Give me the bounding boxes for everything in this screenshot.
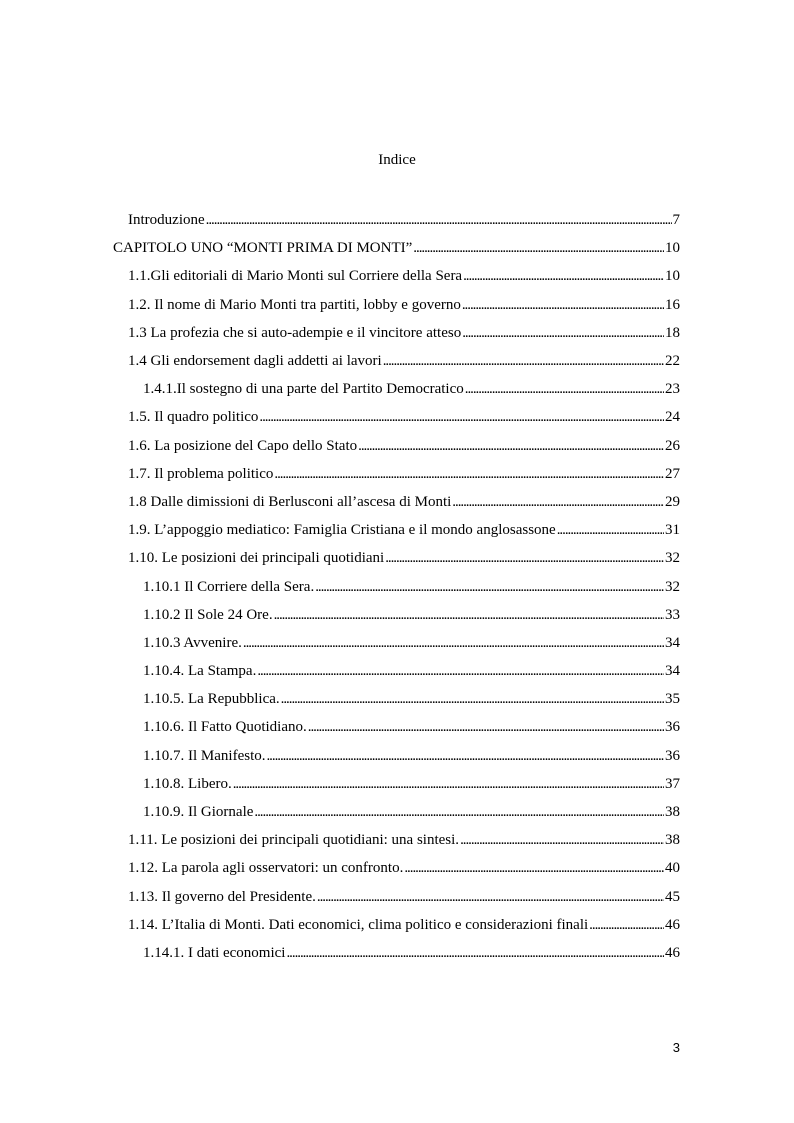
toc-entry-label: 1.14. L’Italia di Monti. Dati economici, clima politico e considerazioni finali [128,916,589,933]
toc-entry[interactable] [0,770,794,798]
toc-entry-label: 1.7. Il problema politico [128,465,274,482]
toc-entry-page: 29 [665,493,680,510]
toc-entry-label: 1.10.6. Il Fatto Quotidiano. [143,719,307,736]
toc-entry-label: Introduzione [128,212,205,229]
toc-dot-leader [317,887,664,907]
toc-entry-page: 10 [665,268,680,285]
toc-entry[interactable] [0,742,794,770]
toc-entry[interactable] [0,544,794,572]
toc-entry[interactable] [0,798,794,826]
toc-entry[interactable] [0,234,794,262]
toc-entry-page: 33 [665,606,680,623]
toc-entry[interactable] [0,939,794,967]
toc-entry-label: 1.4.1.Il sostegno di una parte del Partito Democratico [143,381,464,398]
toc-entry-label: 1.10. Le posizioni dei principali quotidiani [128,550,385,567]
toc-entry-page: 40 [665,860,680,877]
toc-entry-page: 7 [672,212,680,229]
toc-dot-leader [413,238,664,258]
toc-entry-page: 31 [665,522,680,539]
toc-entry[interactable] [0,685,794,713]
toc-entry-page: 22 [665,353,680,370]
toc-entry[interactable] [0,826,794,854]
toc-entry-page: 24 [665,409,680,426]
toc-entry-page: 27 [665,465,680,482]
toc-entry[interactable] [0,572,794,600]
toc-entry-label: 1.2. Il nome di Mario Monti tra partiti, lobby e governo [128,296,461,313]
toc-entry-label: 1.10.4. La Stampa. [143,663,257,680]
toc-entry[interactable] [0,713,794,741]
toc-entry-label: 1.10.3 Avvenire. [143,634,242,651]
toc-entry-page: 34 [665,663,680,680]
toc-entry[interactable] [0,375,794,403]
page-title: Indice [378,152,416,168]
toc-entry-label: 1.10.7. Il Manifesto. [143,747,266,764]
toc-entry-page: 26 [665,437,680,454]
toc-dot-leader [383,351,664,371]
toc-entry-label: CAPITOLO UNO “MONTI PRIMA DI MONTI” [113,240,413,257]
toc-dot-leader [233,774,664,794]
toc-dot-leader [308,717,664,737]
toc-entry[interactable] [0,262,794,290]
toc-entry-label: 1.10.5. La Repubblica. [143,691,280,708]
toc-dot-leader [206,210,672,230]
toc-entry[interactable] [0,601,794,629]
toc-entry-label: 1.12. La parola agli osservatori: un confronto. [128,860,404,877]
toc-dot-leader [281,689,664,709]
toc-dot-leader [286,943,664,963]
toc-entry-page: 38 [665,832,680,849]
toc-entry-label: 1.11. Le posizioni dei principali quotidiani: una sintesi. [128,832,460,849]
toc-entry-label: 1.4 Gli endorsement dagli addetti ai lavori [128,353,382,370]
toc-entry[interactable] [0,911,794,939]
toc-dot-leader [404,858,664,878]
toc-entry[interactable] [0,460,794,488]
toc-dot-leader [274,464,664,484]
toc-entry[interactable] [0,319,794,347]
toc-entry-page: 35 [665,691,680,708]
toc-dot-leader [465,379,664,399]
toc-entry-page: 18 [665,324,680,341]
toc-entry-page: 36 [665,747,680,764]
toc-entry-label: 1.8 Dalle dimissioni di Berlusconi all’ascesa di Monti [128,493,452,510]
toc-dot-leader [460,830,664,850]
toc-dot-leader [358,436,664,456]
toc-entry[interactable] [0,629,794,657]
toc-dot-leader [462,295,664,315]
toc-entry-page: 36 [665,719,680,736]
toc-dot-leader [274,605,664,625]
toc-entry-page: 46 [665,944,680,961]
toc-entry[interactable] [0,347,794,375]
toc-dot-leader [462,323,664,343]
toc-dot-leader [315,577,664,597]
toc-entry-label: 1.10.2 Il Sole 24 Ore. [143,606,273,623]
toc-entry-page: 32 [665,578,680,595]
toc-entry-label: 1.10.8. Libero. [143,775,232,792]
toc-entry-label: 1.14.1. I dati economici [143,944,286,961]
toc-entry-label: 1.9. L’appoggio mediatico: Famiglia Cristiana e il mondo anglosassone [128,522,556,539]
toc-dot-leader [257,661,664,681]
toc-entry[interactable] [0,854,794,882]
toc-entry-label: 1.13. Il governo del Presidente. [128,888,316,905]
toc-entry[interactable] [0,403,794,431]
toc-entry-page: 45 [665,888,680,905]
toc-entry[interactable] [0,432,794,460]
toc-entry-page: 46 [665,916,680,933]
toc-entry[interactable] [0,291,794,319]
toc-dot-leader [463,266,664,286]
toc-entry[interactable] [0,883,794,911]
toc-dot-leader [557,520,664,540]
page-number: 3 [672,1040,680,1055]
toc-entry-page: 10 [665,240,680,257]
toc-entry-page: 32 [665,550,680,567]
toc-entry-label: 1.10.9. Il Giornale [143,804,254,821]
toc-entry-label: 1.5. Il quadro politico [128,409,259,426]
toc-entry[interactable] [0,206,794,234]
toc-dot-leader [259,407,664,427]
toc-entry[interactable] [0,488,794,516]
toc-dot-leader [385,548,664,568]
toc-entry-page: 16 [665,296,680,313]
toc-entry-label: 1.3 La profezia che si auto-adempie e il vincitore atteso [128,324,462,341]
toc-entry-label: 1.10.1 Il Corriere della Sera. [143,578,315,595]
toc-entry-page: 23 [665,381,680,398]
toc-entry-label: 1.1.Gli editoriali di Mario Monti sul Corriere della Sera [128,268,463,285]
table-of-contents [0,206,794,967]
toc-entry-page: 37 [665,775,680,792]
toc-dot-leader [243,633,664,653]
toc-dot-leader [254,802,664,822]
toc-dot-leader [589,915,664,935]
toc-dot-leader [452,492,664,512]
toc-entry-page: 34 [665,634,680,651]
toc-entry[interactable] [0,657,794,685]
toc-entry-label: 1.6. La posizione del Capo dello Stato [128,437,358,454]
toc-entry-page: 38 [665,804,680,821]
toc-entry[interactable] [0,516,794,544]
toc-dot-leader [266,746,664,766]
